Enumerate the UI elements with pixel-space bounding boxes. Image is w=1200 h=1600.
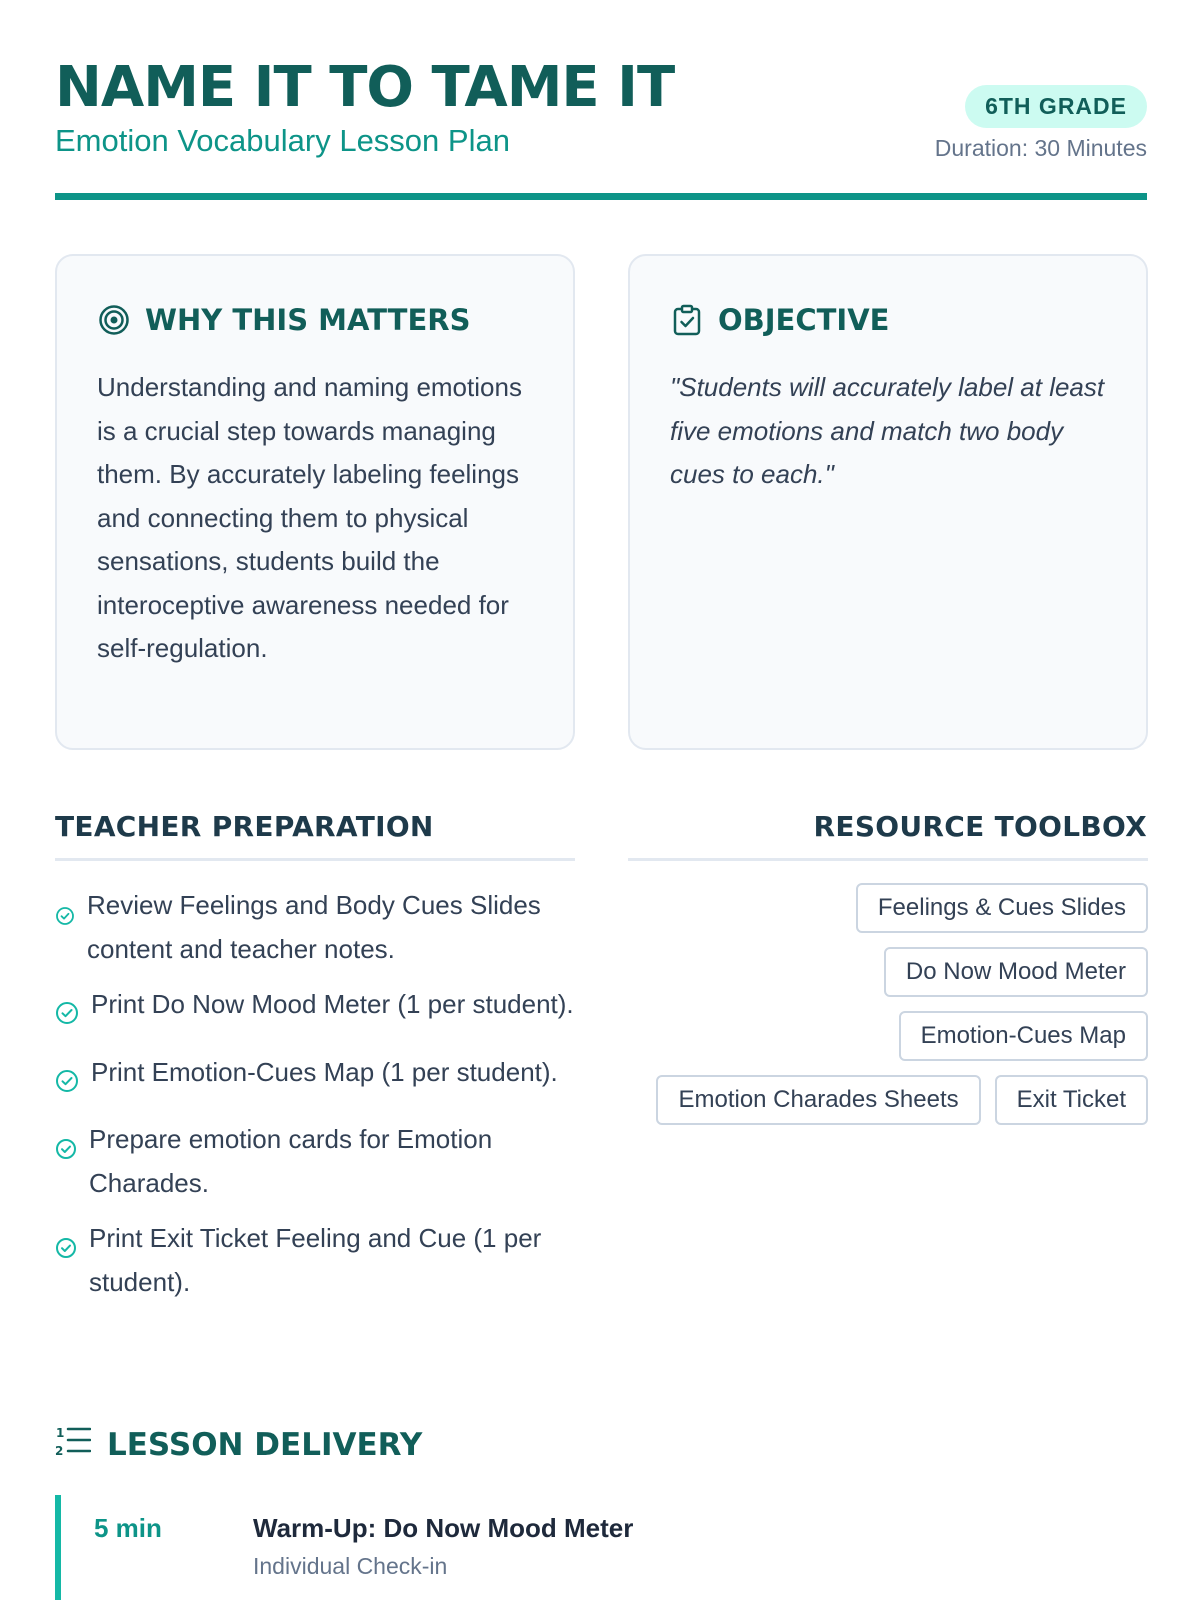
duration-label: Duration: 30 Minutes [934, 135, 1147, 161]
grade-badge: 6TH GRADE [965, 85, 1147, 128]
svg-text:1: 1 [56, 1426, 65, 1440]
page-header [55, 55, 1147, 201]
resource-toolbox [628, 883, 1148, 1125]
step-title: Warm-Up: Do Now Mood Meter [253, 1513, 634, 1543]
feelings-cues-slides-button[interactable]: Feelings & Cues Slides [856, 883, 1148, 933]
emotion-cues-map-button[interactable]: Emotion-Cues Map [899, 1011, 1148, 1061]
check-circle-icon [55, 1229, 77, 1273]
objective-body: "Students will accurately label at least five emotions and match two body cues to each." [670, 372, 1105, 489]
prep-item-text: Review Feelings and Body Cues Slides content and teacher notes. [87, 890, 541, 964]
resource-toolbox-divider [628, 858, 1148, 861]
prep-item-text: Print Do Now Mood Meter (1 per student). [91, 989, 574, 1019]
page-title: NAME IT TO TAME IT [55, 55, 675, 120]
prep-item-text: Print Emotion-Cues Map (1 per student). [91, 1056, 558, 1087]
teacher-prep-list [55, 884, 575, 1316]
why-this-matters-card [55, 254, 575, 750]
check-circle-icon [55, 1130, 77, 1174]
list-item [55, 1051, 575, 1107]
emotion-charades-sheets-button[interactable]: Emotion Charades Sheets [656, 1075, 980, 1125]
numbered-list-icon [55, 1424, 91, 1466]
clipboard-check-icon [670, 303, 704, 337]
lesson-delivery-heading-text: LESSON DELIVERY [107, 1427, 423, 1463]
step-duration: 5 min [94, 1513, 162, 1543]
svg-text:2: 2 [55, 1444, 64, 1458]
list-item [55, 983, 575, 1039]
prep-item-text: Prepare emotion cards for Emotion Charades. [89, 1124, 493, 1198]
objective-card [628, 254, 1148, 750]
resource-toolbox-heading: RESOURCE TOOLBOX [813, 810, 1147, 843]
check-circle-icon [55, 896, 75, 940]
why-heading [97, 300, 533, 340]
list-item [55, 884, 575, 971]
prep-item-text: Print Exit Ticket Feeling and Cue (1 per student). [89, 1223, 542, 1297]
list-item [55, 1217, 575, 1304]
header-divider [55, 193, 1147, 200]
lesson-delivery-heading [55, 1424, 422, 1466]
page-subtitle: Emotion Vocabulary Lesson Plan [55, 123, 510, 158]
why-heading-text: WHY THIS MATTERS [145, 303, 471, 337]
objective-heading [670, 300, 1106, 340]
lesson-step [55, 1495, 1147, 1600]
list-item [55, 1118, 575, 1205]
target-icon [97, 303, 131, 337]
do-now-mood-meter-button[interactable]: Do Now Mood Meter [884, 947, 1148, 997]
teacher-prep-divider [55, 858, 575, 861]
check-circle-icon [55, 1063, 79, 1107]
exit-ticket-button[interactable]: Exit Ticket [995, 1075, 1148, 1125]
teacher-prep-heading: TEACHER PREPARATION [55, 810, 434, 843]
objective-heading-text: OBJECTIVE [718, 303, 890, 337]
check-circle-icon [55, 995, 79, 1039]
why-body: Understanding and naming emotions is a crucial step towards managing them. By accurately labeling feelings and connecting them to physical sensations, students build the interoceptive awareness needed for self-regulation. [97, 372, 522, 663]
step-subtitle: Individual Check-in [253, 1553, 448, 1579]
